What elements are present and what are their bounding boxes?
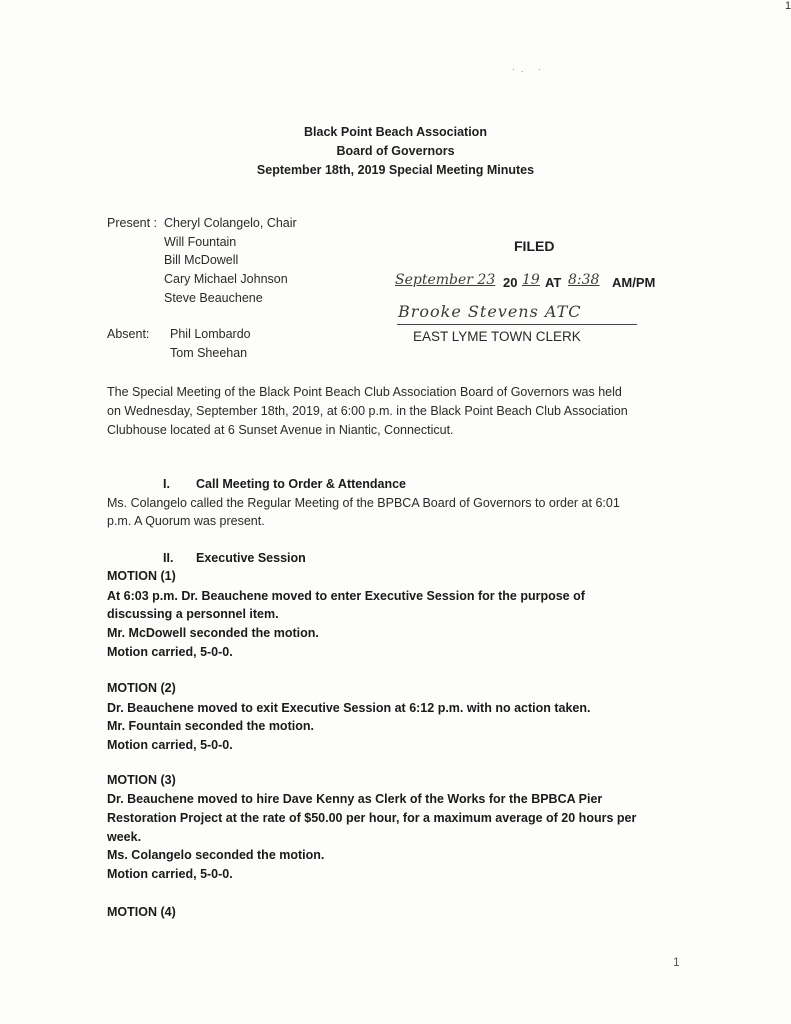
- absent-member: Tom Sheehan: [170, 346, 248, 360]
- intro-line: Clubhouse located at 6 Sunset Avenue in Niantic, Connecticut.: [107, 423, 454, 437]
- motion-result: Motion carried, 5-0-0.: [107, 867, 233, 881]
- signature-line: [397, 324, 637, 325]
- year-prefix: 20: [503, 275, 518, 290]
- motion-text: Ms. Colangelo seconded the motion.: [107, 848, 325, 862]
- section-title: Executive Session: [196, 551, 306, 565]
- section-title: Call Meeting to Order & Attendance: [196, 477, 406, 491]
- filed-stamp-date: [395, 272, 685, 298]
- scan-specks: ·. ·: [512, 64, 547, 74]
- meeting-title: September 18th, 2019 Special Meeting Minutes: [256, 163, 535, 177]
- intro-line: The Special Meeting of the Black Point Beach Club Association Board of Governors was held: [107, 385, 622, 399]
- motion-result: Motion carried, 5-0-0.: [107, 645, 233, 659]
- handwritten-year: 19: [522, 272, 540, 288]
- motion-text: Dr. Beauchene moved to exit Executive Session at 6:12 p.m. with no action taken.: [107, 701, 591, 715]
- motion-label: MOTION (1): [107, 569, 176, 583]
- motion-label: MOTION (2): [107, 681, 176, 695]
- motion-text: Restoration Project at the rate of $50.00 per hour, for a maximum average of 20 hours per: [107, 811, 637, 825]
- association-title: Black Point Beach Association: [304, 125, 487, 139]
- scan-edge-mark: 1: [785, 0, 791, 12]
- absent-member: Phil Lombardo: [170, 327, 251, 341]
- section-heading-executive-session: [163, 551, 306, 565]
- filed-stamp-title: FILED: [514, 238, 555, 254]
- section-text: Ms. Colangelo called the Regular Meeting of the BPBCA Board of Governors to order at 6:01: [107, 496, 620, 510]
- page-number: 1: [673, 955, 680, 969]
- motion-text: week.: [107, 830, 142, 844]
- section-heading-call-to-order: [163, 477, 406, 491]
- motion-text: Mr. McDowell seconded the motion.: [107, 626, 319, 640]
- motion-label: MOTION (4): [107, 905, 176, 919]
- board-title: Board of Governors: [336, 144, 455, 158]
- am-pm-label: AM/PM: [612, 275, 656, 290]
- motion-text: discussing a personnel item.: [107, 607, 279, 621]
- section-number: I.: [163, 477, 170, 491]
- absent-label: Absent:: [107, 327, 150, 341]
- present-member: Cheryl Colangelo, Chair: [164, 216, 297, 230]
- present-label: Present :: [107, 216, 158, 230]
- motion-result: Motion carried, 5-0-0.: [107, 738, 233, 752]
- intro-line: on Wednesday, September 18th, 2019, at 6:00 p.m. in the Black Point Beach Club Association: [107, 404, 628, 418]
- town-clerk-label: EAST LYME TOWN CLERK: [413, 329, 581, 344]
- motion-text: At 6:03 p.m. Dr. Beauchene moved to enter Executive Session for the purpose of: [107, 589, 585, 603]
- handwritten-time: 8:38: [568, 272, 600, 288]
- at-label: AT: [545, 275, 562, 290]
- present-member: Steve Beauchene: [164, 291, 263, 305]
- motion-label: MOTION (3): [107, 773, 176, 787]
- clerk-signature: Brooke Stevens ATC: [398, 302, 582, 321]
- motion-text: Dr. Beauchene moved to hire Dave Kenny as Clerk of the Works for the BPBCA Pier: [107, 792, 603, 806]
- present-member: Will Fountain: [164, 235, 237, 249]
- present-member: Bill McDowell: [164, 253, 239, 267]
- section-text: p.m. A Quorum was present.: [107, 514, 265, 528]
- present-member: Cary Michael Johnson: [164, 272, 288, 286]
- motion-text: Mr. Fountain seconded the motion.: [107, 719, 314, 733]
- section-number: II.: [163, 551, 174, 565]
- handwritten-date: September 23: [395, 272, 496, 288]
